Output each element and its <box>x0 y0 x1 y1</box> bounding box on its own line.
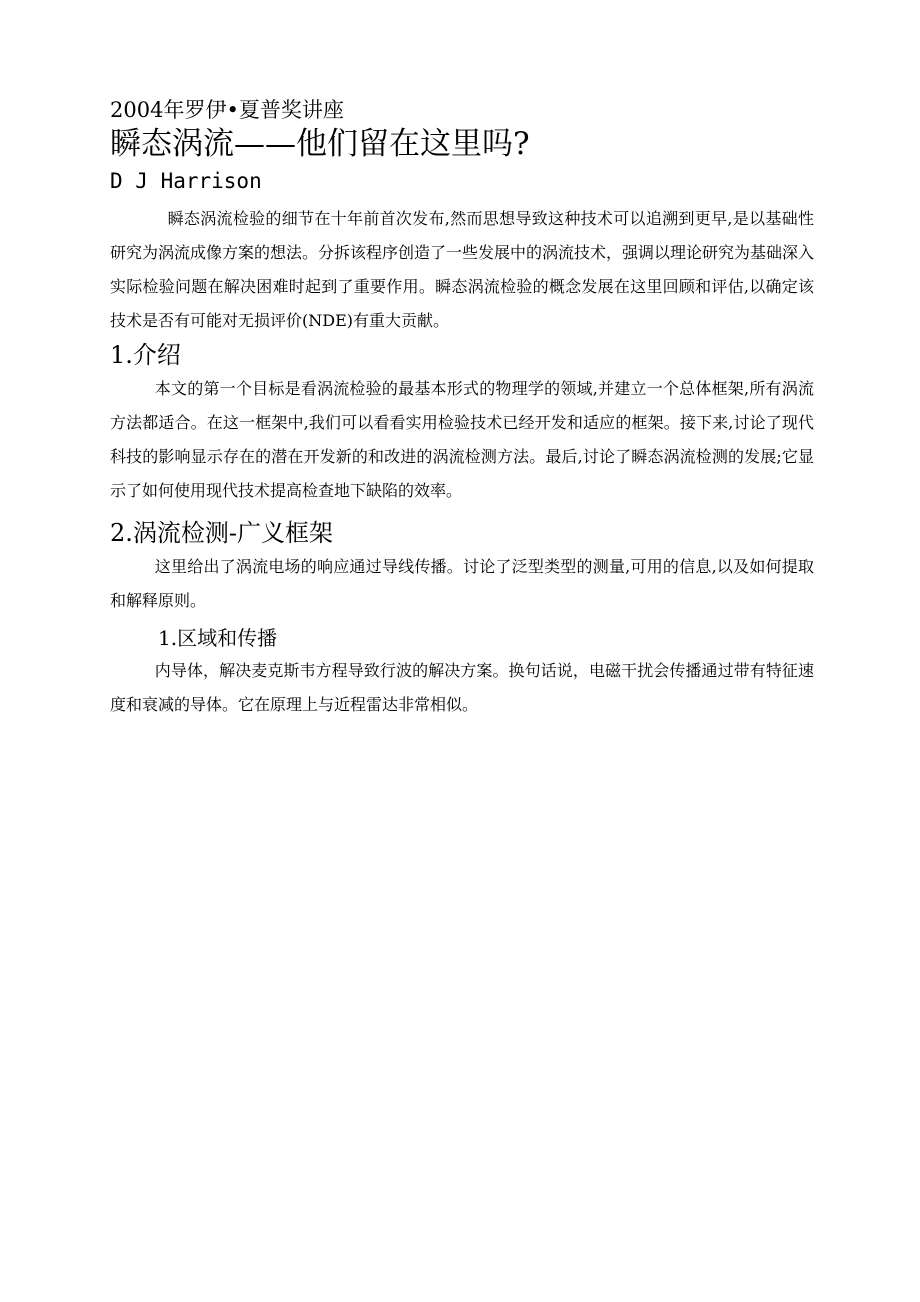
framework-paragraph: 这里给出了涡流电场的响应通过导线传播。讨论了泛型类型的测量,可用的信息,以及如何提取和解释原则。 <box>110 557 814 610</box>
section-heading-introduction: 1.介绍 <box>110 341 181 369</box>
introduction-paragraph: 本文的第一个目标是看涡流检验的最基本形式的物理学的领域,并建立一个总体框架,所有涡流方法都适合。在这一框架中,我们可以看看实用检验技术已经开发和适应的框架。接下来,讨论了现代科技的影响显示存在的潜在开发新的和改进的涡流检测方法。最后,讨论了瞬态涡流检测的发展;它显示了如何使用现代技术提高检查地下缺陷的效率。 <box>110 379 814 500</box>
abstract-paragraph: 瞬态涡流检验的细节在十年前首次发布,然而思想导致这种技术可以追溯到更早,是以基础性研究为涡流成像方案的想法。分拆该程序创造了一些发展中的涡流技术，强调以理论研究为基础深入实际检验问题在解决困难时起到了重要作用。瞬态涡流检验的概念发展在这里回顾和评估,以确定该技术是否有可能对无损评价(NDE)有重大贡献。 <box>110 209 815 330</box>
author-name: D J Harrison <box>110 169 262 193</box>
subsection-heading-propagation: 1.区域和传播 <box>158 626 278 650</box>
document-page <box>110 96 814 722</box>
propagation-paragraph: 内导体，解决麦克斯韦方程导致行波的解决方案。换句话说，电磁干扰会传播通过带有特征速度和衰减的导体。它在原理上与近程雷达非常相似。 <box>110 661 814 714</box>
lecture-series-line: 2004年罗伊•夏普奖讲座 <box>110 98 344 122</box>
section-heading-framework: 2.涡流检测-广义框架 <box>110 519 334 547</box>
paper-title: 瞬态涡流——他们留在这里吗? <box>110 126 530 162</box>
